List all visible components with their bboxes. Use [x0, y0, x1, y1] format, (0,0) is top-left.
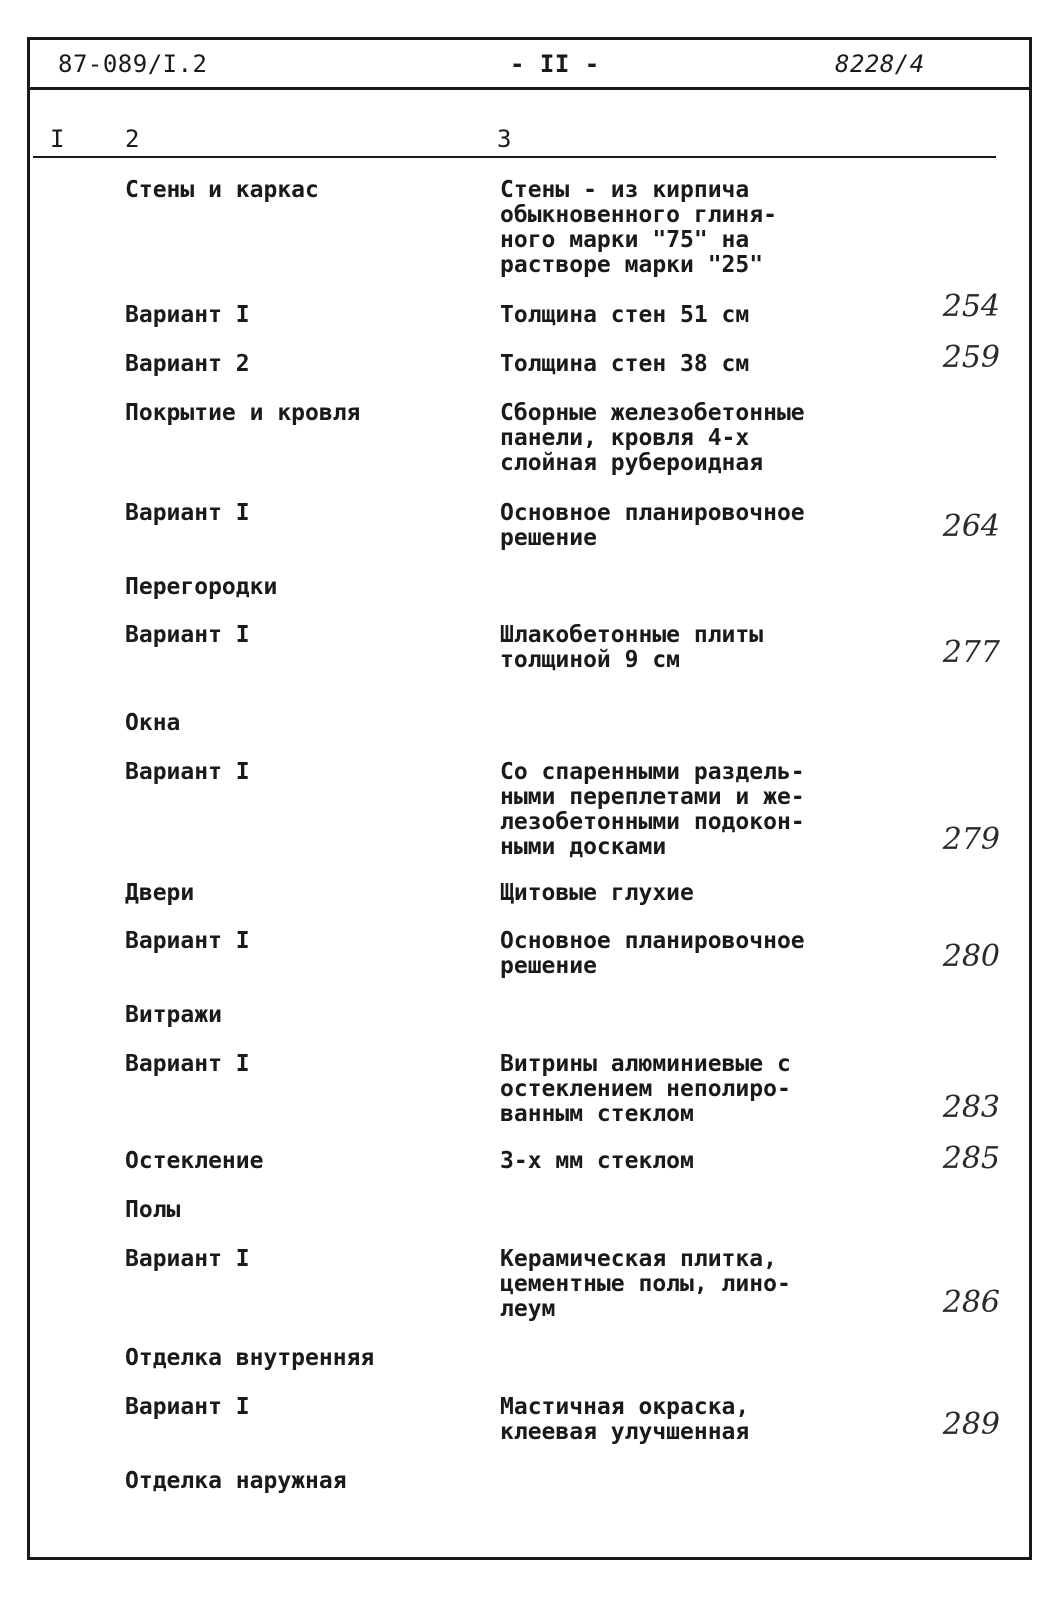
- row-description: Витрины алюминиевые с остеклением неполиро- ванным стеклом: [500, 1051, 791, 1127]
- row-name: Двери: [125, 880, 195, 906]
- row-description: Со спаренными раздель- ными переплетами и же- лезобетонными подокон- ными досками: [500, 759, 805, 860]
- row-description: Мастичная окраска, клеевая улучшенная: [500, 1394, 750, 1445]
- row-name: Вариант I: [125, 500, 250, 526]
- row-page: 283: [942, 1090, 1000, 1125]
- row-name: Стены и каркас: [125, 177, 319, 203]
- row-name: Вариант I: [125, 759, 250, 785]
- row-name: Вариант I: [125, 622, 250, 648]
- row-description: Керамическая плитка, цементные полы, лино- леум: [500, 1246, 791, 1322]
- document-sheet: [27, 37, 1032, 1560]
- row-description: Основное планировочное решение: [500, 500, 805, 551]
- row-name: Вариант I: [125, 1394, 250, 1420]
- row-description: Толщина стен 38 см: [500, 351, 750, 377]
- document-code: 87-089/I.2: [58, 50, 208, 78]
- row-name: Окна: [125, 710, 181, 736]
- row-name: Витражи: [125, 1002, 222, 1028]
- row-description: Щитовые глухие: [500, 880, 694, 906]
- row-name: Отделка наружная: [125, 1468, 347, 1494]
- row-description: Сборные железобетонные панели, кровля 4-х слойная рубероидная: [500, 400, 805, 476]
- row-page: 289: [942, 1407, 1000, 1442]
- row-page: 279: [942, 822, 1000, 857]
- page-number: - II -: [510, 50, 600, 78]
- column-number-3: 3: [497, 125, 512, 153]
- row-name: Вариант I: [125, 1051, 250, 1077]
- row-description: Толщина стен 51 см: [500, 302, 750, 328]
- row-description: Стены - из кирпича обыкновенного глиня- ного марки "75" на растворе марки "25": [500, 177, 777, 278]
- row-page: 259: [942, 340, 1000, 375]
- row-name: Полы: [125, 1197, 181, 1223]
- row-description: 3-х мм стеклом: [500, 1148, 694, 1174]
- row-page: 254: [942, 289, 1000, 324]
- row-name: Вариант 2: [125, 351, 250, 377]
- row-page: 277: [942, 635, 1000, 670]
- row-name: Вариант I: [125, 302, 250, 328]
- row-description: Шлакобетонные плиты толщиной 9 см: [500, 622, 764, 673]
- row-description: Основное планировочное решение: [500, 928, 805, 979]
- row-page: 286: [942, 1285, 1000, 1320]
- row-name: Остекление: [125, 1148, 264, 1174]
- column-number-1: I: [50, 125, 65, 153]
- row-page: 264: [942, 509, 1000, 544]
- row-name: Покрытие и кровля: [125, 400, 361, 426]
- row-page: 280: [942, 939, 1000, 974]
- row-name: Вариант I: [125, 1246, 250, 1272]
- page-header: [30, 40, 1029, 90]
- row-name: Отделка внутренняя: [125, 1345, 375, 1371]
- row-page: 285: [942, 1141, 1000, 1176]
- column-number-2: 2: [125, 125, 140, 153]
- row-name: Вариант I: [125, 928, 250, 954]
- sheet-code: 8228/4: [835, 50, 925, 78]
- column-header-rule: [33, 156, 996, 158]
- row-name: Перегородки: [125, 574, 278, 600]
